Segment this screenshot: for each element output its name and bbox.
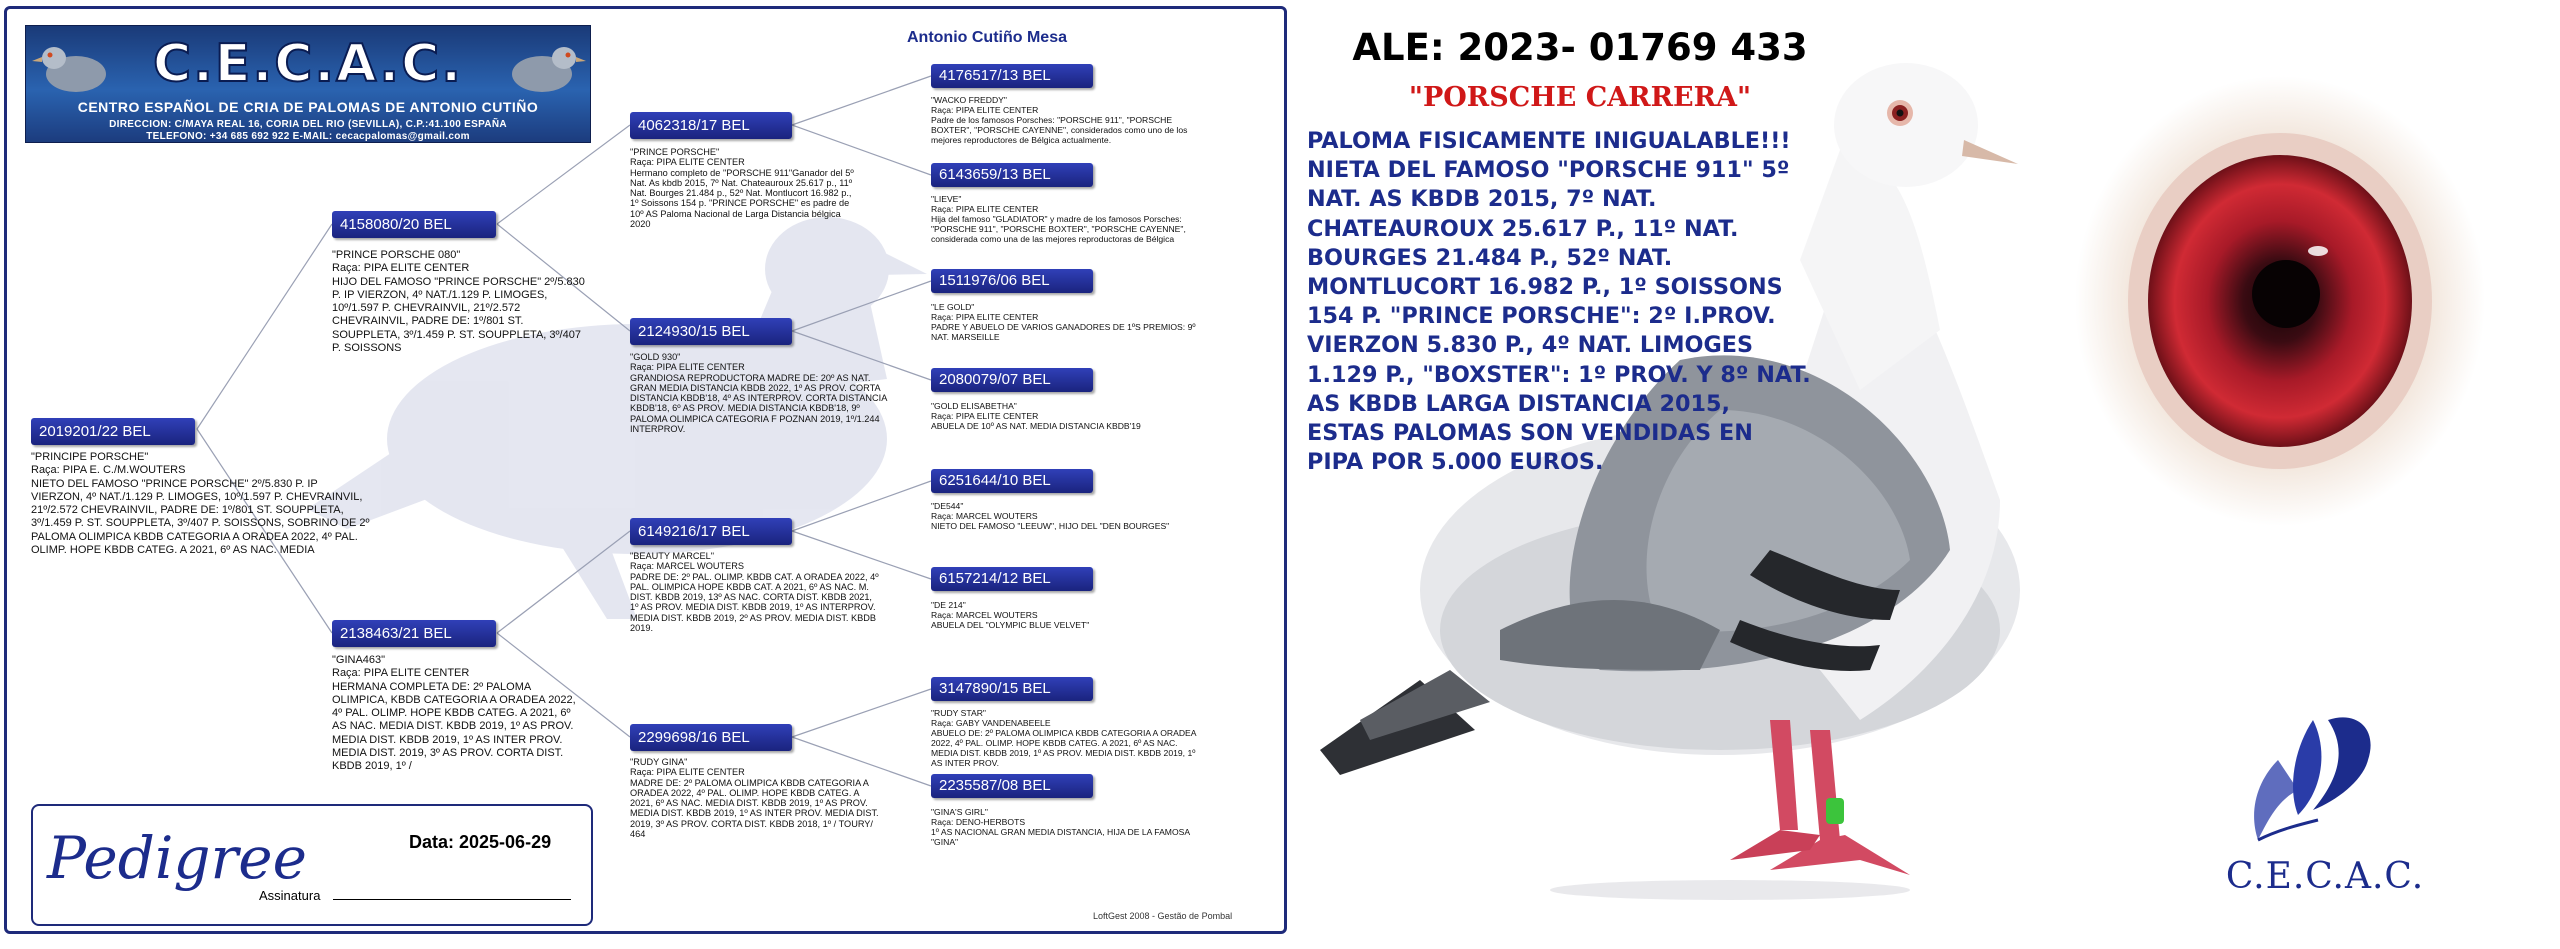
bird-notes-ddd: Raça: DENO-HERBOTS 1º AS NACIONAL GRAN MEDIA DISTANCIA, HIJA DE LA FAMOSA "GINA" (931, 817, 1190, 847)
bird-notes-dam: Raça: PIPA ELITE CENTER HERMANA COMPLETA DE: 2º PALOMA OLIMPICA, KBDB CATEGORIA A ORADEA 2022, 4º PAL. OLIMP. HOPE KBDB CATEG. A 2021, 6º AS NAC. MEDIA DIST. KBDB 2019, 1º AS PROV. MEDIA DIST. KBDB 2019, 1º AS INTER PROV. MEDIA DIST. 2019, 3º AS PROV. CORTA DIST. KBDB 2019, 1º / (332, 667, 576, 773)
ring-tag-sd: 2124930/15 BEL (630, 318, 792, 345)
bird-notes-ssd: Raça: PIPA ELITE CENTER Hija del famoso "GLADIATOR" y madre de los famosos Porsches: "PORSCHE 911", "PORSCHE BOXTER", "PORSCHE CAYENNE", considerada como una de las mejores reproductoras de Bélgica (931, 204, 1186, 244)
pedigree-entry-sire (332, 249, 587, 355)
bird-name-sss: "WACKO FREDDY" (931, 95, 1007, 105)
ring-tag-sds: 1511976/06 BEL (931, 269, 1093, 293)
pedigree-entry-dss (931, 501, 1231, 531)
ring-tag-sdd: 2080079/07 BEL (931, 368, 1093, 392)
connector-subject-sire (197, 224, 332, 429)
pedigree-entry-sds (931, 302, 1201, 342)
pedigree-entry-dsd (931, 600, 1201, 630)
ring-tag-dsd: 6157214/12 BEL (931, 567, 1093, 591)
ring-tag-sss: 4176517/13 BEL (931, 64, 1093, 88)
ring-tag-dds: 3147890/15 BEL (931, 677, 1093, 701)
connector-ss-sss (792, 76, 931, 125)
bird-notes-subject: Raça: PIPA E. C./M.WOUTERS NIETO DEL FAMOSO "PRINCE PORSCHE" 2º/5.830 P. IP VIERZON, 4º NAT./1.129 P. LIMOGES, 10º/1.597 P. CHEVRAINVIL, 21º/2.572 CHEVRAINVIL, PADRE DE: 1º/801 ST. SOUPPLETA, 3º/1.459 P. ST. SOUPPLETA, 3º/407 P. SOISSONS, SOBRINO DE 2º PALOMA OLIMPICA KBDB CATEGORIA A ORADEA 2022, 4º PAL. OLIMP. HOPE KBDB CATEG. A 2021, 6º AS NAC. MEDIA (31, 464, 370, 557)
pedigree-entry-ds (630, 551, 880, 633)
bird-notes-dds: Raça: GABY VANDENABEELE ABUELO DE: 2º PALOMA OLIMPICA KBDB CATEGORIA A ORADEA 2022, 4º PAL. OLIMP. HOPE KBDB CATEG. A 2021, 6º AS NAC. MEDIA DIST. KBDB 2019, 1º AS PROV. MEDIA DIST. KBDB 2019, 1º AS INTER PROV. (931, 718, 1197, 768)
bird-name-ds: "BEAUTY MARCEL" (630, 551, 714, 561)
bird-name-sdd: "GOLD ELISABETHA" (931, 401, 1017, 411)
pedigree-entry-sdd (931, 401, 1201, 431)
signature-box (31, 804, 593, 926)
bird-notes-dss: Raça: MARCEL WOUTERS NIETO DEL FAMOSO "LEEUW", HIJO DEL "DEN BOURGES" (931, 511, 1170, 531)
bird-name-sire: "PRINCE PORSCHE 080" (332, 249, 461, 261)
ring-tag-dd: 2299698/16 BEL (630, 724, 792, 751)
ring-tag-ss: 4062318/17 BEL (630, 112, 792, 139)
connector-dd-dds (792, 689, 931, 737)
bird-name-dd: "RUDY GINA" (630, 757, 688, 767)
bird-notes-sdd: Raça: PIPA ELITE CENTER ABUELA DE 10º AS NAT. MEDIA DISTANCIA KBDB'19 (931, 411, 1141, 431)
ring-tag-dam: 2138463/21 BEL (332, 620, 496, 647)
pedigree-entry-dam (332, 654, 587, 774)
bird-notes-dd: Raça: PIPA ELITE CENTER MADRE DE: 2º PALOMA OLIMPICA KBDB CATEGORIA A ORADEA 2022, 4º PAL. OLIMP. HOPE KBDB CATEG. A 2021, 6º AS NAC. MEDIA DIST. KBDB 2019, 1º AS PROV. MEDIA DIST. KBDB 2019, 1º AS INTER PROV. MEDIA DIST. 2019, 3º AS PROV. CORTA DIST. KBDB 2018, 1º / TOURY/ 464 (630, 767, 879, 840)
signature-label: Assinatura (259, 888, 321, 903)
connector-ds-dss (792, 481, 931, 531)
bird-name-subject: "PRINCIPE PORSCHE" (31, 451, 149, 463)
bird-name-dam: "GINA463" (332, 654, 386, 666)
pedigree-title: Pedigree (47, 824, 307, 892)
ring-tag-subject: 2019201/22 BEL (31, 418, 195, 445)
bird-ring-number: ALE: 2023- 01769 433 (1352, 26, 1808, 69)
bird-notes-sd: Raça: PIPA ELITE CENTER GRANDIOSA REPRODUCTORA MADRE DE: 20º AS NAT. GRAN MEDIA DISTANCIA KBDB 2022, 1º AS PROV. CORTA DISTANCIA KBDB'18, 4º AS INTERPROV. CORTA DISTANCIA KBDB'18, 6º AS PROV. MEDIA DISTANCIA KBDB'18, 9º PALOMA OLIMPICA CATEGORIA F POZNAN 2019, 1º/1.244 INTERPROV. (630, 362, 887, 435)
ring-tag-ds: 6149216/17 BEL (630, 518, 792, 545)
bird-description: PALOMA FISICAMENTE INIGUALABLE!!! NIETA DEL FAMOSO "PORSCHE 911" 5º NAT. AS KBDB 2015, 7º NAT. CHATEAUROUX 25.617 P., 11º NAT. BOURGES 21.484 P., 52º NAT. MONTLUCORT 16.982 P., 1º SOISSONS 154 P. "PRINCE PORSCHE": 2º I.PROV. VIERZON 5.830 P., 4º NAT. LIMOGES 1.129 P., "BOXSTER": 1º PROV. Y 8º NAT. AS KBDB LARGA DISTANCIA 2015, ESTAS PALOMAS SON VENDIDAS EN PIPA POR 5.000 EUROS. (1307, 128, 1811, 476)
bird-notes-ds: Raça: MARCEL WOUTERS PADRE DE: 2º PAL. OLIMP. KBDB CAT. A ORADEA 2022, 4º PAL. OLIMPICA HOPE KBDB CAT. A 2021, 6º AS NAC. M. DIST. KBDB 2019, 13º AS NAC. CORTA DIST. KBDB 2021, 1º AS PROV. MEDIA DIST. KBDB 2019, 1º AS INTERPROV. MEDIA DIST. KBDB 2019, 2º AS PROV. MEDIA DIST. KBDB 2019. (630, 561, 879, 634)
pedigree-entry-ddd (931, 807, 1201, 847)
logo-title: C.E.C.A.C. (153, 34, 463, 94)
signature-line (333, 899, 571, 900)
cecac-brand-pigeon-icon (2218, 700, 2408, 850)
pedigree-entry-dds (931, 708, 1201, 768)
bird-name-dss: "DE544" (931, 501, 964, 511)
bird-notes-dsd: Raça: MARCEL WOUTERS ABUELA DEL "OLYMPIC BLUE VELVET" (931, 610, 1090, 630)
ring-tag-sire: 4158080/20 BEL (332, 211, 496, 238)
pedigree-entry-ss (630, 147, 855, 229)
bird-name-sd: "GOLD 930" (630, 352, 681, 362)
pedigree-entry-sss (931, 95, 1201, 145)
logo-contact: TELEFONO: +34 685 692 922 E-MAIL: cecacpalomas@gmail.com (146, 131, 470, 142)
bird-name-sds: "LE GOLD" (931, 302, 975, 312)
logo-subtitle: CENTRO ESPAÑOL DE CRIA DE PALOMAS DE ANTONIO CUTIÑO (77, 99, 539, 115)
bird-name: "PORSCHE CARRERA" (1408, 82, 1752, 113)
logo-address: DIRECCION: C/MAYA REAL 16, CORIA DEL RIO (SEVILLA), C.P.:41.100 ESPAÑA (109, 119, 507, 130)
bird-name-dsd: "DE 214" (931, 600, 966, 610)
pedigree-entry-sd (630, 352, 890, 434)
ring-tag-ssd: 6143659/13 BEL (931, 163, 1093, 187)
bird-notes-sds: Raça: PIPA ELITE CENTER PADRE Y ABUELO DE VARIOS GANADORES DE 1ºS PREMIOS: 9º NAT. MARSEILLE (931, 312, 1196, 342)
ring-tag-ddd: 2235587/08 BEL (931, 774, 1093, 798)
connector-sire-ss (497, 125, 630, 224)
connector-dam-ds (497, 531, 630, 633)
bird-notes-ss: Raça: PIPA ELITE CENTER Hermano completo de "PORSCHE 911"Ganador del 5º Nat. As kbdb 2015, 7º Nat. Chateauroux 25.617 p., 11º Nat. Bourges 21.484 p., 52º Nat. Montlucort 16.982 p., 1º Soissons 154 p. "PRINCE PORSCHE" es padre de 10º AS Paloma Nacional de Larga Distancia bélgica 2020 (630, 157, 854, 230)
bird-name-ss: "PRINCE PORSCHE" (630, 147, 720, 157)
connector-sd-sds (792, 281, 931, 331)
ring-tag-dss: 6251644/10 BEL (931, 469, 1093, 493)
bird-name-ssd: "LIEVE" (931, 194, 962, 204)
pedigree-entry-dd (630, 757, 880, 839)
bird-name-ddd: "GINA'S GIRL" (931, 807, 988, 817)
cecac-brand-text: C.E.C.A.C. (2225, 856, 2425, 897)
pedigree-date: Data: 2025-06-29 (409, 832, 552, 852)
bird-notes-sire: Raça: PIPA ELITE CENTER HIJO DEL FAMOSO "PRINCE PORSCHE" 2º/5.830 P. IP VIERZON, 4º NAT./1.129 P. LIMOGES, 10º/1.597 P. CHEVRAINVIL, 21º/2.572 CHEVRAINVIL, PADRE DE: 1º/801 ST. SOUPPLETA, 3º/1.459 P. ST. SOUPPLETA, 3º/407 P. SOISSONS (332, 262, 585, 355)
bird-notes-sss: Raça: PIPA ELITE CENTER Padre de los famosos Porsches: "PORSCHE 911", "PORSCHE BOXTER", "PORSCHE CAYENNE", considerados como uno de los mejores reproductores de Bélgica actualmente. (931, 105, 1188, 145)
pedigree-panel (4, 6, 1287, 934)
bird-name-dds: "RUDY STAR" (931, 708, 986, 718)
pedigree-entry-subject (31, 451, 371, 557)
breeder-name: Antonio Cutiño Mesa (907, 29, 1067, 46)
eye-closeup-photo (2068, 56, 2498, 556)
software-footer: LoftGest 2008 - Gestão de Pombal (1093, 911, 1233, 921)
pedigree-entry-ssd (931, 194, 1201, 244)
